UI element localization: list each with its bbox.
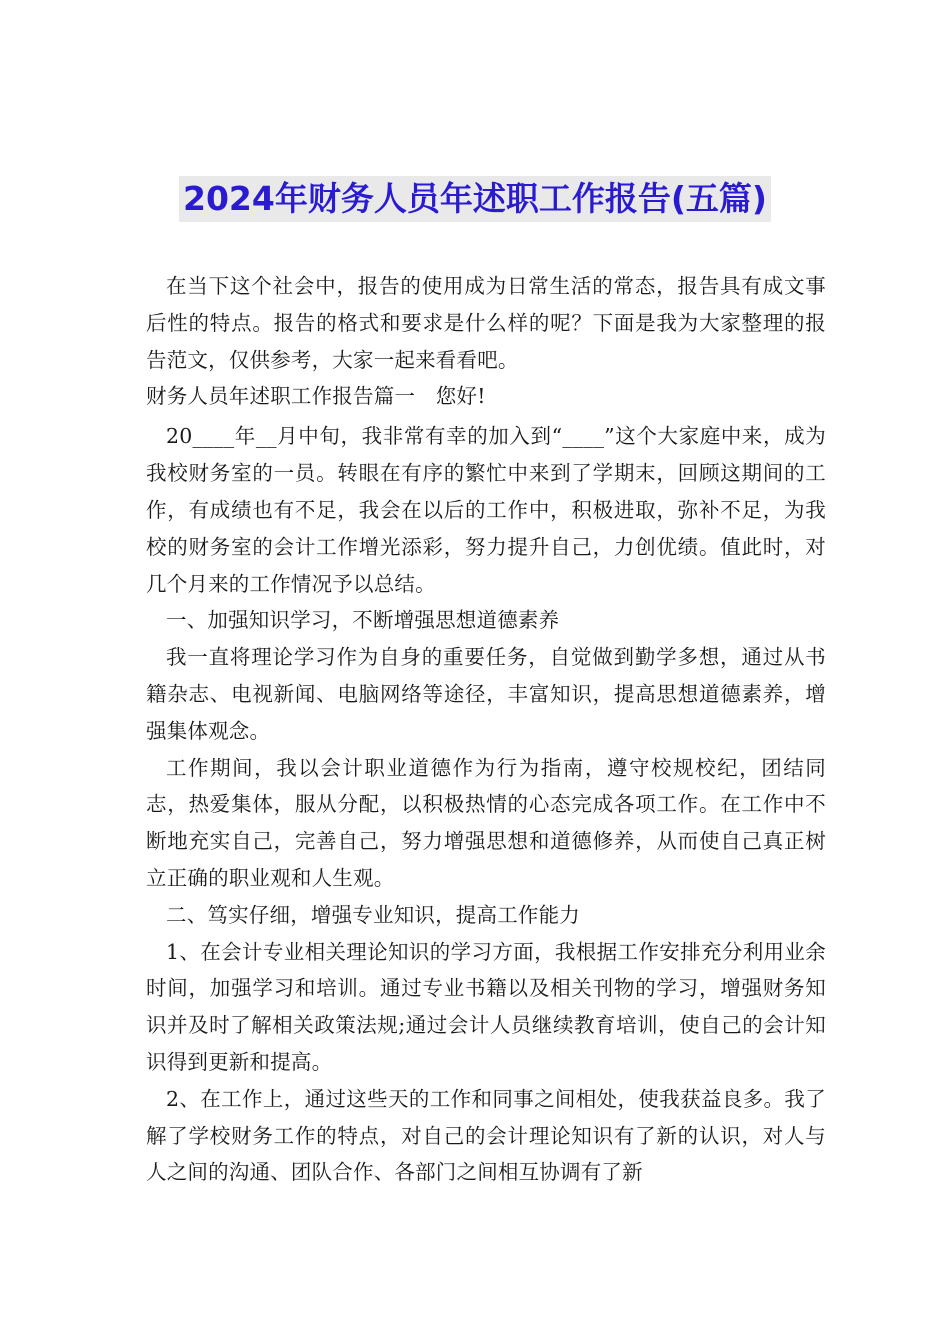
chapter-heading: 财务人员年述职工作报告篇一 您好! — [146, 384, 486, 409]
title-container — [0, 176, 950, 222]
document-body — [146, 268, 826, 1191]
paragraph: 20____年__月中旬，我非常有幸的加入到“____”这个大家庭中来，成为我校财务室的一员。转眼在有序的繁忙中来到了学期末，回顾这期间的工作，有成绩也有不足，我会在以后的工作中，积极进取，弥补不足，为我校的财务室的会计工作增光添彩，努力提升自己，力创优绩。值此时，对几个月来的工作情况予以总结。 — [146, 424, 826, 596]
paragraph: 我一直将理论学习作为自身的重要任务，自觉做到勤学多想，通过从书籍杂志、电视新闻、电脑网络等途径，丰富知识，提高思想道德素养，增强集体观念。 — [146, 645, 826, 743]
paragraph-intro: 在当下这个社会中，报告的使用成为日常生活的常态，报告具有成文事后性的特点。报告的格式和要求是什么样的呢？下面是我为大家整理的报告范文，仅供参考，大家一起来看看吧。 — [146, 274, 826, 372]
paragraph: 1、在会计专业相关理论知识的学习方面，我根据工作安排充分利用业余时间，加强学习和培训。通过专业书籍以及相关刊物的学习，增强财务知识并及时了解相关政策法规;通过会计人员继续教育培训，使自己的会计知识得到更新和提高。 — [146, 939, 826, 1074]
paragraph: 2、在工作上，通过这些天的工作和同事之间相处，使我获益良多。我了解了学校财务工作的特点，对自己的会计理论知识有了新的认识，对人与人之间的沟通、团队合作、各部门之间相互协调有了新 — [146, 1086, 826, 1185]
document-title: 2024年财务人员年述职工作报告(五篇) — [179, 176, 771, 222]
paragraph: 工作期间，我以会计职业道德作为行为指南，遵守校规校纪，团结同志，热爱集体，服从分配，以积极热情的心态完成各项工作。在工作中不断地充实自己，完善自己，努力增强思想和道德修养，从而使自己真正树立正确的职业观和人生观。 — [146, 755, 826, 890]
section-heading: 一、加强知识学习，不断增强思想道德素养 — [166, 608, 560, 633]
section-heading: 二、笃实仔细，增强专业知识，提高工作能力 — [166, 902, 580, 927]
